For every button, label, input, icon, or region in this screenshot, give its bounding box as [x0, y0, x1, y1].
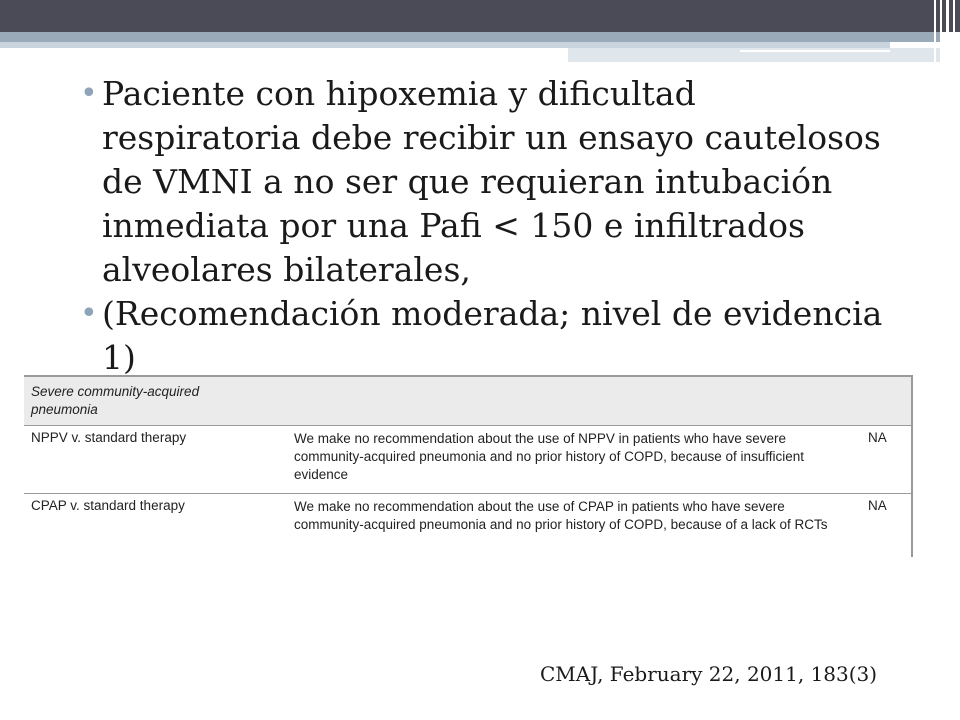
bullet-dot-icon: • [80, 296, 98, 331]
grade-cell: NA [868, 430, 887, 445]
recommendation-cell: We make no recommendation about the use of CPAP in patients who have severe community-acquired pneumonia and no prior history of COPD, because of a lack of RCTs [294, 499, 828, 532]
table-row [24, 427, 911, 494]
header-stripe [0, 32, 940, 42]
section-label: Severe community-acquired pneumonia [31, 384, 200, 417]
bullet-item [80, 292, 900, 380]
bullet-text: (Recomendación moderada; nivel de evidencia 1) [102, 294, 883, 377]
intervention-cell: NPPV v. standard therapy [31, 430, 187, 445]
recommendation-table [24, 375, 913, 557]
citation: CMAJ, February 22, 2011, 183(3) [540, 662, 878, 686]
header-vertical-lines [926, 0, 960, 62]
grade-cell: NA [868, 498, 887, 513]
header-stripe [740, 50, 890, 52]
header-bar [0, 0, 960, 32]
bullet-text: Paciente con hipoxemia y dificultad respiratoria debe recibir un ensayo cautelosos de VMNI a no ser que requieran intubación inmediata por una Pafi < 150 e infiltrados alveolares bilaterales, [102, 74, 881, 289]
intervention-cell: CPAP v. standard therapy [31, 498, 185, 513]
bullet-dot-icon: • [80, 76, 98, 111]
table-section-header [24, 377, 911, 426]
recommendation-cell: We make no recommendation about the use of NPPV in patients who have severe community-acquired pneumonia and no prior history of COPD, because of insufficient evidence [294, 431, 805, 482]
bullet-item [80, 72, 900, 292]
bullet-list [80, 72, 900, 380]
table-row [24, 495, 911, 557]
